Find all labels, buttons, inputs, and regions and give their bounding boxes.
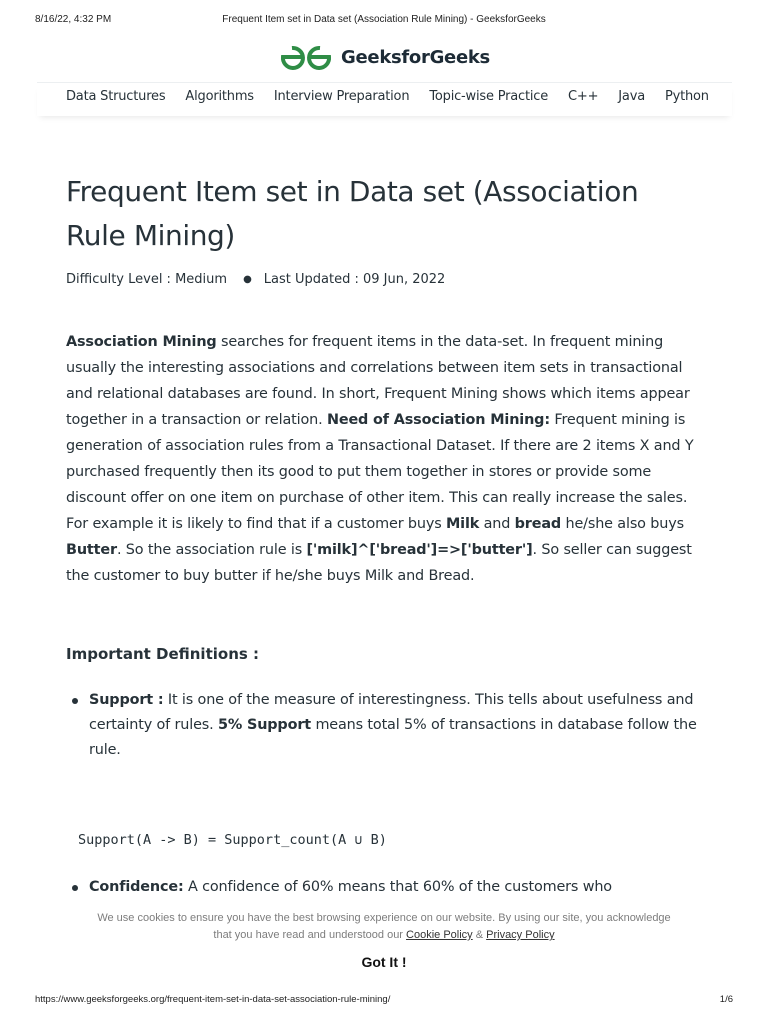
nav-item-java[interactable]: Java [618, 89, 645, 104]
support-text-1: It is one of the measure of interestingness. This tells about usefulness and certainty of rules. [89, 692, 694, 733]
intro-paragraph [66, 329, 706, 589]
article-title: Frequent Item set in Data set (Association Rule Mining) [66, 175, 639, 252]
support-text-2: means total 5% of transactions in database follow the rule. [89, 717, 697, 758]
support-5pct: 5% Support [217, 717, 312, 733]
term-butter: Butter [66, 542, 117, 558]
definitions-heading: Important Definitions : [66, 645, 260, 663]
print-page-number: 1/6 [719, 994, 733, 1005]
nav-item-data-structures[interactable]: Data Structures [66, 89, 166, 104]
intro-text-6: . So seller can suggest the customer to buy butter if he/she buys Milk and Bread. [66, 542, 692, 584]
cookie-line-2-prefix: that you have read and understood our [213, 929, 407, 941]
nav-item-cpp[interactable]: C++ [568, 89, 599, 104]
term-milk: Milk [446, 516, 480, 532]
privacy-policy-link[interactable]: Privacy Policy [486, 929, 555, 941]
nav-item-python[interactable]: Python [664, 89, 709, 104]
meta-separator: ● [243, 274, 252, 285]
term-association-mining: Association Mining [66, 334, 217, 350]
term-need-of-association-mining: Need of Association Mining: [326, 412, 550, 428]
bullet-disc [72, 698, 78, 704]
site-name: GeeksforGeeks [341, 46, 490, 68]
confidence-text-1: A confidence of 60% means that 60% of the customers who [183, 879, 612, 895]
support-label: Support : [89, 692, 164, 708]
bullet-disc [72, 885, 78, 891]
intro-text-4: he/she also buys [561, 516, 684, 532]
cookie-banner [0, 905, 768, 975]
intro-text-3: and [479, 516, 515, 532]
difficulty-level: Difficulty Level : Medium [66, 272, 228, 287]
cookie-amp: & [472, 929, 487, 941]
last-updated: Last Updated : 09 Jun, 2022 [263, 272, 446, 287]
term-bread: bread [514, 516, 562, 532]
article-intro [66, 329, 706, 589]
nav-item-interview-preparation[interactable]: Interview Preparation [273, 89, 410, 104]
confidence-label: Confidence: [89, 879, 184, 895]
confidence-definition [89, 875, 709, 900]
got-it-button[interactable]: Got It ! [355, 953, 412, 971]
cookie-line-1: We use cookies to ensure you have the best browsing experience on our website. By using our site, you acknowledge [97, 912, 671, 924]
article-meta [66, 272, 445, 287]
print-datetime: 8/16/22, 4:32 PM [35, 14, 112, 25]
intro-text-5: . So the association rule is [116, 542, 307, 558]
site-logo[interactable] [37, 43, 732, 71]
gfg-logo-icon [279, 43, 333, 71]
print-header [0, 14, 768, 28]
nav-item-topic-wise-practice[interactable]: Topic-wise Practice [429, 89, 549, 104]
intro-text-2: Frequent mining is generation of association rules from a Transactional Dataset. If there are 2 items X and Y purchased frequently then its good to put them together in stores or provide some discount offer on one item on purchase of other item. This can really increase the sales. For example it is likely to find that if a customer buys [66, 412, 694, 532]
print-page-title: Frequent Item set in Data set (Association Rule Mining) - GeeksforGeeks [222, 14, 546, 25]
nav-item-algorithms[interactable]: Algorithms [185, 89, 254, 104]
cookie-message [0, 910, 768, 944]
print-url: https://www.geeksforgeeks.org/frequent-item-set-in-data-set-association-rule-mining/ [35, 994, 391, 1005]
cookie-policy-link[interactable]: Cookie Policy [406, 929, 473, 941]
support-formula: Support(A -> B) = Support_count(A ∪ B) [78, 832, 387, 848]
association-rule-example: ['milk]^['bread']=>['butter'] [306, 542, 533, 558]
site-header [37, 40, 732, 83]
support-definition [89, 688, 709, 763]
main-nav [37, 84, 732, 116]
intro-text-1: searches for frequent items in the data-set. In frequent mining usually the interesting associations and correlations between item sets in transactional and relational databases are found. In short, Frequent Mining shows which items appear together in a transaction or relation. [66, 334, 690, 428]
print-footer [0, 994, 768, 1008]
